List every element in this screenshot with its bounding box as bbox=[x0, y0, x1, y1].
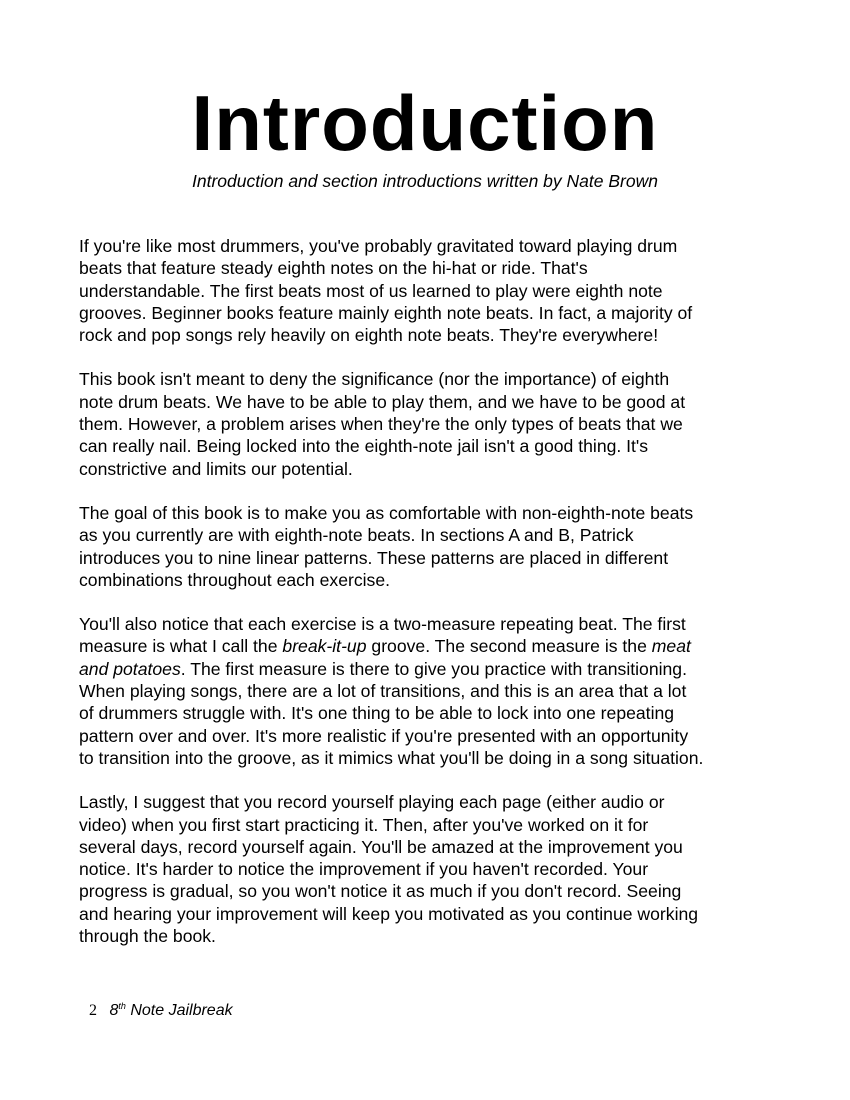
page-title: Introduction bbox=[191, 79, 659, 167]
book-title bbox=[109, 1002, 232, 1019]
paragraph-4-emphasis-a: break-it-up bbox=[282, 636, 367, 657]
page-number: 2 bbox=[89, 1002, 97, 1019]
paragraph-1: If you're like most drummers, you've probably gravitated toward playing drum beats that feature steady eighth notes on the hi-hat or ride. That's understandable. The first beats most of us learned to play were eighth note grooves. Beginner books feature mainly eighth note beats. In fact, a majority of rock and pop songs rely heavily on eighth note beats. They're everywhere! bbox=[79, 236, 693, 346]
book-title-suffix: Note Jailbreak bbox=[125, 1002, 233, 1019]
paragraph-3: The goal of this book is to make you as comfortable with non-eighth-note beats as you currently are with eighth-note beats. In sections A and B, Patrick introduces you to nine linear patterns. These patterns are placed in different combinations throughout each exercise. bbox=[79, 502, 694, 590]
book-title-superscript: th bbox=[118, 1001, 126, 1011]
paragraph-4-text-b: groove. The second measure is the bbox=[366, 636, 652, 657]
paragraph-4-emphasis-b: meat and potatoes bbox=[79, 636, 691, 679]
page-footer bbox=[89, 1001, 233, 1021]
body-text bbox=[79, 235, 779, 969]
book-title-prefix: 8 bbox=[109, 1002, 119, 1019]
paragraph-5: Lastly, I suggest that you record yourself playing each page (either audio or video) when you first start practicing it. Then, after you've worked on it for several days, record yourself again. You'll be amazed at the improvement you notice. It's harder to notice the improvement if you haven't recorded. Your progress is gradual, so you won't notice it as much if you don't record. Seeing and hearing your improvement will keep you motivated as you continue working through the book. bbox=[79, 792, 699, 947]
paragraph-4-text-a: You'll also notice that each exercise is a two-measure repeating beat. The first measure is what I call the bbox=[79, 614, 686, 657]
paragraph-2: This book isn't meant to deny the significance (nor the importance) of eighth note drum beats. We have to be able to play them, and we have to be good at them. However, a problem arises when they're the only types of beats that we can really nail. Being locked into the eighth-note jail isn't a good thing. It's constrictive and limits our potential. bbox=[79, 369, 686, 479]
paragraph-4 bbox=[79, 613, 779, 769]
paragraph-4-text-c: . The first measure is there to give you practice with transitioning. When playing songs, there are a lot of transitions, and this is an area that a lot of drummers struggle with. It's one thing to be able to lock into one repeating pattern over and over. It's more realistic if you're presented with an opportunity to transition into the groove, as it mimics what you'll be doing in a song situation. bbox=[79, 658, 704, 768]
page-subtitle: Introduction and section introductions written by Nate Brown bbox=[192, 171, 658, 191]
